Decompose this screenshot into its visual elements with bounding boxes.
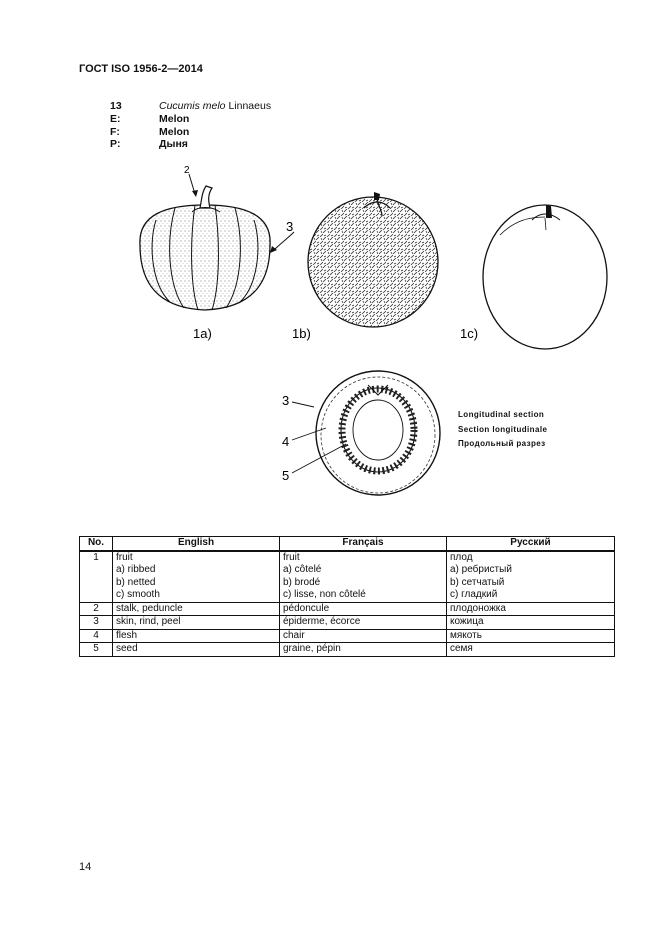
label-fig-1a: 1a) bbox=[193, 326, 212, 341]
label-flesh: 4 bbox=[282, 434, 290, 449]
term: b) netted bbox=[116, 576, 156, 588]
label-fig-1b: 1b) bbox=[292, 326, 311, 341]
label-skin-section: 3 bbox=[282, 393, 290, 408]
term: b) сетчатый bbox=[450, 576, 505, 588]
row-number: 3 bbox=[80, 616, 113, 630]
russian-cell bbox=[447, 551, 615, 603]
species-row-french bbox=[110, 126, 271, 139]
header-russian: Русский bbox=[447, 537, 615, 551]
melon-section-drawing bbox=[316, 371, 440, 495]
russian-cell: плодоножка bbox=[447, 602, 615, 616]
term: b) brodé bbox=[283, 576, 321, 588]
label-stalk: 2 bbox=[184, 165, 190, 176]
common-name: Melon bbox=[159, 125, 190, 138]
common-name: Дыня bbox=[159, 138, 188, 151]
term: плод bbox=[450, 551, 473, 563]
russian-cell: семя bbox=[447, 643, 615, 657]
header-no: No. bbox=[80, 537, 113, 551]
term: а) ребристый bbox=[450, 564, 512, 575]
species-block bbox=[110, 100, 271, 151]
section-caption bbox=[458, 408, 547, 452]
term: c) гладкий bbox=[450, 589, 498, 600]
header-english: English bbox=[113, 537, 280, 551]
table-row bbox=[80, 629, 615, 643]
ribbed-melon-drawing bbox=[140, 186, 270, 310]
table-row bbox=[80, 616, 615, 630]
english-cell: seed bbox=[113, 643, 280, 657]
language-key: P: bbox=[110, 138, 121, 151]
caption-french: Section longitudinale bbox=[458, 424, 548, 434]
french-cell: graine, pépin bbox=[280, 643, 447, 657]
species-latin-author: Linnaeus bbox=[225, 100, 272, 112]
term: fruit bbox=[116, 551, 133, 563]
row-number: 2 bbox=[80, 602, 113, 616]
term: fruit bbox=[283, 551, 300, 563]
french-cell: chair bbox=[280, 629, 447, 643]
english-cell: skin, rind, peel bbox=[113, 616, 280, 630]
term: a) côtelé bbox=[283, 564, 322, 575]
english-cell bbox=[113, 551, 280, 603]
species-title-row bbox=[110, 100, 271, 113]
page-number: 14 bbox=[79, 861, 92, 873]
table-row bbox=[80, 602, 615, 616]
english-cell: stalk, peduncle bbox=[113, 602, 280, 616]
table-header-row bbox=[80, 537, 615, 551]
table-row bbox=[80, 551, 615, 603]
language-key: F: bbox=[110, 125, 120, 138]
language-key: E: bbox=[110, 112, 121, 125]
term: c) lisse, non côtelé bbox=[283, 589, 366, 600]
netted-melon-drawing bbox=[308, 192, 438, 327]
french-cell bbox=[280, 551, 447, 603]
russian-cell: кожица bbox=[447, 616, 615, 630]
row-number: 5 bbox=[80, 643, 113, 657]
french-cell: pédoncule bbox=[280, 602, 447, 616]
english-cell: flesh bbox=[113, 629, 280, 643]
term: c) smooth bbox=[116, 589, 160, 600]
row-number: 1 bbox=[80, 551, 113, 603]
label-seed: 5 bbox=[282, 468, 290, 483]
species-latin-binomial: Cucumis melo bbox=[159, 100, 226, 112]
common-name: Melon bbox=[159, 112, 190, 125]
caption-russian: Продольный разрез bbox=[458, 439, 546, 448]
species-latin-name bbox=[159, 100, 271, 113]
species-number: 13 bbox=[110, 100, 122, 112]
smooth-melon-drawing bbox=[483, 205, 607, 349]
russian-cell: мякоть bbox=[447, 629, 615, 643]
caption-english: Longitudinal section bbox=[458, 410, 545, 419]
species-row-russian bbox=[110, 138, 271, 151]
document-code: ГОСТ ISO 1956-2—2014 bbox=[79, 63, 203, 75]
row-number: 4 bbox=[80, 629, 113, 643]
french-cell: épiderme, écorce bbox=[280, 616, 447, 630]
header-french: Français bbox=[280, 537, 447, 551]
species-row-english bbox=[110, 113, 271, 126]
label-fig-1c: 1c) bbox=[460, 326, 479, 341]
term: a) ribbed bbox=[116, 564, 156, 575]
table-row bbox=[80, 643, 615, 657]
label-skin: 3 bbox=[286, 219, 294, 234]
terms-table bbox=[79, 536, 615, 657]
